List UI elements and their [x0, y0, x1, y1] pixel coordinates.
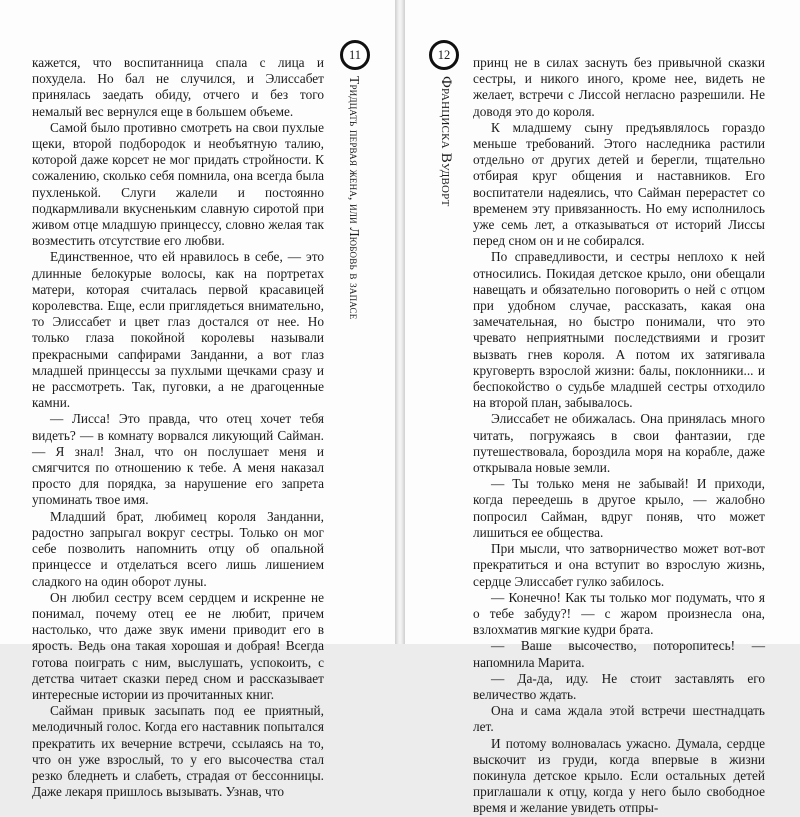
- paragraph: принц не в силах заснуть без привычной сказки сестры, и никого иного, кроме нее, видеть не желает, встречи с Лиссой негласно разрешили. Не доводя это до короля.: [473, 55, 765, 119]
- paragraph: — Ты только меня не забывай! И приходи, когда переедешь в другое крыло, — жалобно попросил Сайман, вдруг поняв, что может лишиться ее общества.: [473, 476, 765, 540]
- paragraph: — Лисса! Это правда, что отец хочет тебя видеть? — в комнату ворвался ликующий Сайман. — Я знал! Знал, что он послушает меня и смягчится по отношению к тебе. А меня наказал просто для порядка, за нарушение его запрета упоминать твое имя.: [32, 411, 324, 508]
- page-number-right: 12: [429, 40, 459, 70]
- paragraph: — Конечно! Как ты только мог подумать, что я о тебе забуду?! — с жаром произнесла она, взлохматив мягкие кудри брата.: [473, 589, 765, 638]
- page-number-left: 11: [340, 40, 370, 70]
- paragraph: И потому волновалась ужасно. Думала, сердце выскочит из груди, когда впервые в жизни покинула детское крыло. Если остальных детей приглашали к отцу, когда у него было свободное время и желание увидеть отпры-: [473, 735, 765, 816]
- left-page-body: [32, 55, 324, 800]
- right-page: [405, 0, 800, 816]
- paragraph: Самой было противно смотреть на свои пухлые щеки, второй подбородок и необъятную талию, которой даже корсет не мог придать стройности. К сожалению, сколько себя помнила, она всегда была пухленькой. Слуги жалели и постоянно подкармливали вкусненьким славную сиротой при живом отце младшую принцессу, словно желая так возместить отсутствие его любви.: [32, 119, 324, 249]
- paragraph: Единственное, что ей нравилось в себе, — это длинные белокурые волосы, как на портретах матери, которая считалась первой красавицей королевства. Еще, если приглядеться внимательно, то Элиссабет и цвет глаз достался от нее. Но только глаза покойной королевы называли прекрасными сапфирами Занданни, а вот глаз младшей принцессы за пухлыми щечками сразу и не рассмотреть. Так, пуговки, а не драгоценные камни.: [32, 249, 324, 411]
- right-page-body: [473, 55, 765, 817]
- paragraph: Элиссабет не обижалась. Она принялась много читать, погружаясь в свои фантазии, где путешествовала, бороздила моря на корабле, даже открывала новые земли.: [473, 411, 765, 476]
- paragraph: При мысли, что затворничество может вот-вот прекратиться и она вступит во взрослую жизнь, сердце Элиссабет гулко забилось.: [473, 541, 765, 589]
- left-page: [0, 0, 395, 800]
- paragraph: — Да-да, иду. Не стоит заставлять его величество ждать.: [473, 670, 765, 702]
- paragraph: кажется, что воспитанница спала с лица и похудела. Но бал не случился, и Элиссабет принялась заедать обиду, отчего и без того немалый вес вернулся еще в большем объеме.: [32, 55, 324, 119]
- running-head-book-title: Тридцать первая жена, или Любовь в запасе: [347, 76, 362, 320]
- paragraph: По справедливости, и сестры неплохо к ней относились. Покидая детское крыло, они обещали навещать и обязательно поговорить о ней с отцом при удобном случае, рассказать, какая она замечательная, но быстро понимали, что это чревато неприятными последствиями и грозит вызвать гнев короля. А потом их затягивала круговерть взрослой жизни: балы, поклонники... и беспокойство о судьбе младшей сестры отходило на второй план, забывалось.: [473, 249, 765, 411]
- paragraph: Он любил сестру всем сердцем и искренне не понимал, почему отец ее не любит, причем настолько, что даже звук имени приводит его в ярость. Ведь она такая хорошая и добрая! Всегда готова поиграть с ним, выслушать, успокоить, с детства читает сказки перед сном и рассказывает интересные истории из прочитанных книг.: [32, 589, 324, 702]
- book-gutter: [395, 0, 405, 644]
- paragraph: К младшему сыну предъявлялось гораздо меньше требований. Этого наследника растили отдельно от других детей и берегли, тщательно отбирая круг общения и наставников. Его воспитатели надеялись, что Сайман перерастет со временем эту привязанность. Но ему исполнилось уже семь лет, а отказываться от историй Лиссы перед сном он и не собирался.: [473, 119, 765, 249]
- running-head-author: Франциска Вудворт: [438, 76, 454, 207]
- paragraph: Младший брат, любимец короля Занданни, радостно запрыгал вокруг сестры. Только он мог себе позволить напомнить отцу об опальной принцессе и отделаться всего лишь лишением сладкого на один оборот луны.: [32, 508, 324, 589]
- paragraph: Она и сама ждала этой встречи шестнадцать лет.: [473, 703, 765, 735]
- paragraph: Сайман привык засыпать под ее приятный, мелодичный голос. Когда его наставник попытался прекратить их вечерние встречи, ссылаясь на то, что он уже взрослый, то у его высочества стал резко бледнеть и слабеть, страдая от бессонницы. Даже лекаря пришлось вызывать. Узнав, что: [32, 703, 324, 800]
- paragraph: — Ваше высочество, поторопитесь! — напомнила Марита.: [473, 638, 765, 670]
